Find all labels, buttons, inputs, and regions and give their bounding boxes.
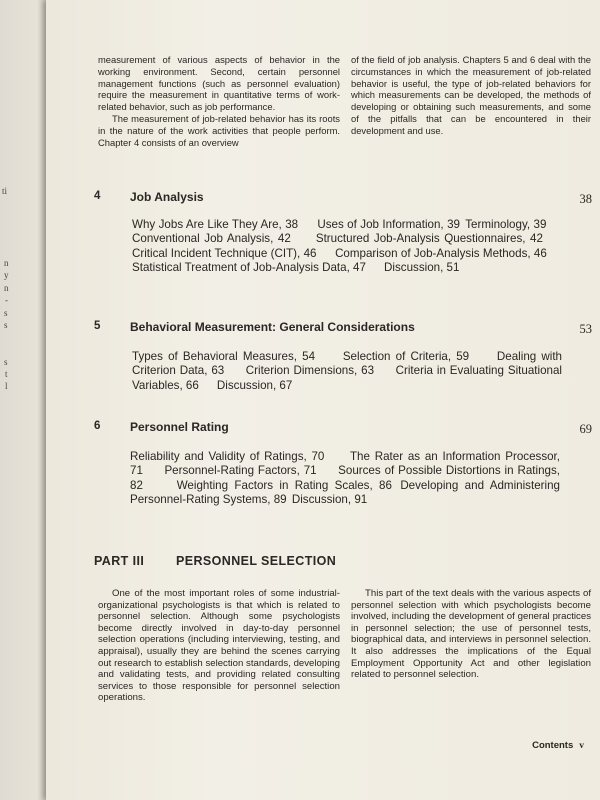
subentry: Uses of Job Information, 39 [317,218,460,231]
page-footer [532,740,584,751]
subentry: Developing and Administering Personnel-Rating Systems, 89 [130,478,560,507]
margin-fragment: - [5,295,8,305]
subentry: Statistical Treatment of Job-Analysis Data, 47 [132,261,366,275]
subentry: Why Jobs Are Like They Are, 38 [132,218,299,231]
chapter-number: 4 [94,190,101,202]
part-paragraph: This part of the text deals with the various aspects of personnel selection with which psychologists become involved, including the development of general practices in personnel selection; the use of personnel tests, biographical data, and interviews in personnel selection. It also addresses the implications of the Equal Employment Opportunity Act and other legislation related to personnel selection. [351,588,591,681]
subentry: Terminology, 39 [465,218,547,231]
subentry: Personnel-Rating Factors, 71 [164,464,317,478]
chapter-title: Personnel Rating [130,420,229,434]
chapter-subentries [132,218,562,276]
chapter-subentries [130,450,560,508]
chapter-4-entry [94,190,594,275]
part-paragraph: One of the most important roles of some industrial-organizational psychologists is that which is related to personnel selection. Although some psychologists become directly involved in day-to-day personnel selection operations (including interviewing, testing, and appraisal), usually they are behind the scenes carrying out research to establish selection standards, developing and validating tests, and providing related consulting services to those responsible for personnel selection operations. [98,588,340,704]
subentry: Reliability and Validity of Ratings, 70 [130,450,325,463]
intro-paragraph: The measurement of job-related behavior has its roots in the nature of the work activities that people perform. Chapter 4 consists of an overview [98,112,340,148]
subentry: Structured Job-Analysis Questionnaires, 42 [315,232,543,246]
margin-fragment: s [4,308,8,318]
subentry: Critical Incident Technique (CIT), 46 [132,246,317,260]
subentry: Dealing with Criterion Data, 63 [132,350,562,378]
part-title: PERSONNEL SELECTION [176,554,337,568]
chapter-page-number: 69 [579,422,592,436]
chapter-number: 5 [94,320,101,332]
subentry: Criteria in Evaluating Situational Variables, 66 [132,364,562,392]
chapter-number: 6 [94,420,101,432]
margin-fragment: y [4,270,9,280]
chapter-title: Job Analysis [130,190,204,204]
footer-page-number: v [579,741,584,751]
subentry: Conventional Job Analysis, 42 [132,232,291,246]
subentry: Sources of Possible Distortions in Ratings, 82 [130,464,561,492]
intro-paragraph: measurement of various aspects of behavior in the working environment. Second, certain personnel management functions (such as personnel evaluation) require the measurement in quantitative terms of work-related behavior, such as job performance. [98,54,340,113]
chapter-page-number: 38 [579,192,592,206]
intro-paragraph: of the field of job analysis. Chapters 5 and 6 deal with the circumstances in which the measurement of job-related behavior is useful, the type of job-related behaviors for which measurements can be developed, the methods of developing or obtaining such measurements, and some of the pitfalls that can be encountered in their development and use. [351,54,591,136]
part-right-column [351,588,591,681]
subentry: Discussion, 51 [384,261,460,275]
footer-label: Contents [532,740,574,751]
part-left-column [98,588,340,704]
intro-right-column [351,54,591,137]
chapter-5-entry [94,320,594,392]
chapter-page-number: 53 [579,322,592,336]
chapter-title: Behavioral Measurement: General Considerations [130,320,415,334]
margin-fragment: ti [2,186,8,196]
subentry: Discussion, 67 [216,378,293,392]
margin-fragment: s [4,357,8,367]
subentry: Discussion, 91 [291,493,368,507]
subentry: Comparison of Job-Analysis Methods, 46 [335,246,547,260]
subentry: Weighting Factors in Rating Scales, 86 [176,478,392,492]
subentry: Types of Behavioral Measures, 54 [132,350,316,363]
intro-left-column [98,54,340,148]
part-label: PART III [94,554,145,568]
chapter-6-entry [94,420,594,507]
subentry: Selection of Criteria, 59 [342,350,470,363]
subentry: The Rater as an Information Processor, 71 [130,450,561,478]
subentry: Criterion Dimensions, 63 [245,364,375,378]
margin-fragment: n [4,283,9,293]
chapter-subentries [132,350,562,393]
margin-fragment: l [5,381,8,391]
part-heading [94,554,336,568]
facing-page-edge [0,0,46,800]
margin-fragment: s [4,320,8,330]
margin-fragment: n [4,258,9,268]
margin-fragment: t [5,369,8,379]
